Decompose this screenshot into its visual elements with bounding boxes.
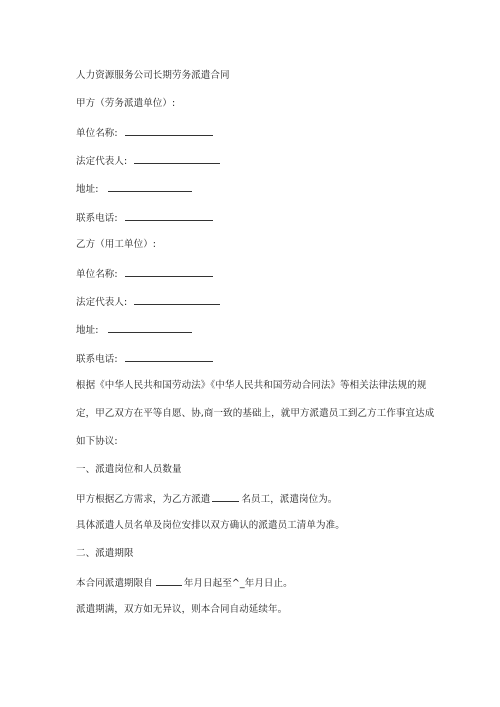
party-b-unit-name-label: 单位名称: <box>76 269 118 280</box>
preamble-line-3: 如下协议: <box>76 436 118 447</box>
party-b-legal-rep-label: 法定代表人: <box>76 297 128 308</box>
party-b-legal-rep-blank <box>134 295 220 305</box>
start-date-blank <box>156 576 182 586</box>
party-b-phone-blank <box>125 352 213 362</box>
party-a-legal-rep-blank <box>134 154 220 164</box>
party-a-address-row <box>76 182 192 196</box>
party-b-legal-rep-row <box>76 295 220 309</box>
party-b-address-blank <box>108 323 192 333</box>
party-b-heading: 乙方（用工单位）: <box>76 239 157 250</box>
section-1-para-2: 具体派遣人员名单及岗位安排以双方确认的派遣员工清单为准。 <box>76 520 345 531</box>
party-a-heading: 甲方（劳务派遣单位）: <box>76 98 176 109</box>
party-a-legal-rep-label: 法定代表人: <box>76 156 128 167</box>
party-b-address-label: 地址: <box>76 325 99 336</box>
party-a-phone-label: 联系电话: <box>76 213 118 224</box>
section-2-heading: 二、派遣期限 <box>76 548 134 559</box>
section-1-heading: 一、派遣岗位和人员数量 <box>76 464 182 475</box>
party-b-phone-label: 联系电话: <box>76 354 118 365</box>
party-a-unit-name-row <box>76 126 213 140</box>
section-2-para-1 <box>76 576 293 590</box>
party-b-unit-name-blank <box>125 267 213 277</box>
section-1-para-1-before: 甲方根据乙方需求，为乙方派遣 <box>76 494 211 505</box>
party-a-unit-name-label: 单位名称: <box>76 128 118 139</box>
section-2-para-1-before: 本合同派遣期限自 <box>76 578 153 589</box>
section-2-para-1-after: 年月日起至^_年月日止。 <box>183 578 293 589</box>
party-a-phone-blank <box>125 211 213 221</box>
preamble-line-1: 根据《中华人民共和国劳动法》《中华人民共和国劳动合同法》等相关法律法规的规 <box>76 380 427 391</box>
party-a-phone-row <box>76 211 213 225</box>
section-2-para-2: 派遣期满，双方如无异议，则本合同自动延续年。 <box>76 604 288 615</box>
party-a-address-blank <box>108 182 192 192</box>
party-b-phone-row <box>76 352 213 366</box>
section-1-para-1-after: 名员工，派遣岗位为。 <box>241 494 338 505</box>
employee-count-blank <box>212 492 239 502</box>
party-a-unit-name-blank <box>125 126 213 136</box>
document-title: 人力资源服务公司长期劳务派遣合同 <box>76 70 230 81</box>
party-b-address-row <box>76 323 192 337</box>
preamble-line-2: 定，甲乙双方在平等自愿、协,商一致的基础上，就甲方派遣员工到乙方工作事宜达成 <box>76 408 435 419</box>
party-a-legal-rep-row <box>76 154 220 168</box>
party-a-address-label: 地址: <box>76 184 99 195</box>
party-b-unit-name-row <box>76 267 213 281</box>
section-1-para-1 <box>76 492 337 506</box>
